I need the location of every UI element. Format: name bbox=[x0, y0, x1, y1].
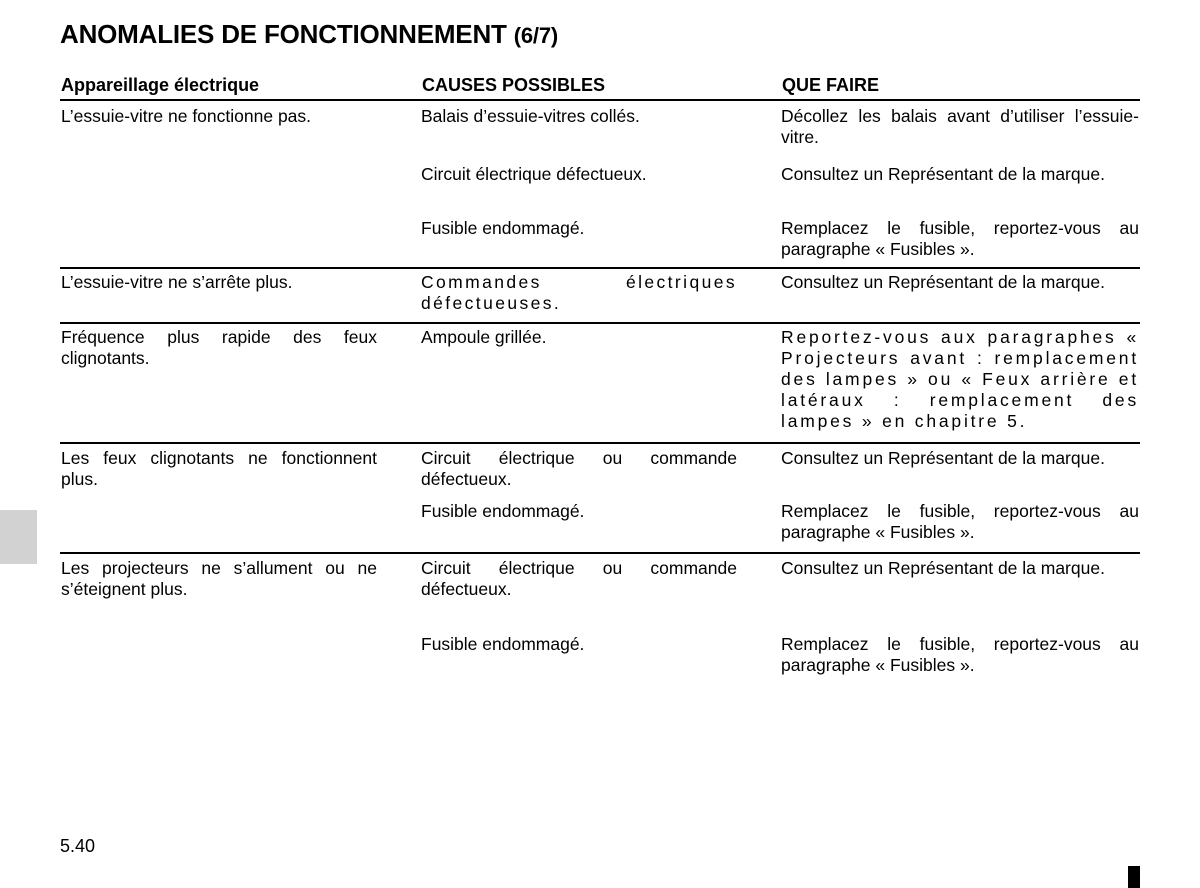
cause-fuse-damaged: Fusible endommagé. bbox=[421, 501, 585, 521]
cause-controls-defective: Commandes électriques défectueuses. bbox=[421, 272, 737, 313]
problem-wiper-not-working: L’essuie-vitre ne fonctionne pas. bbox=[61, 106, 312, 126]
action-consult-dealer: Consultez un Représentant de la marque. bbox=[781, 164, 1105, 184]
problem-headlights-on-off: Les projecteurs ne s’allument ou ne s’éteignent plus. bbox=[61, 558, 377, 599]
action-consult-dealer: Consultez un Représentant de la marque. bbox=[781, 448, 1105, 468]
title-part: (6/7) bbox=[513, 23, 558, 48]
problem-wiper-wont-stop: L’essuie-vitre ne s’arrête plus. bbox=[61, 272, 293, 292]
action-replace-fuse: Remplacez le fusible, reportez-vous au paragraphe « Fusibles ». bbox=[781, 218, 1139, 259]
action-replace-fuse: Remplacez le fusible, reportez-vous au paragraphe « Fusibles ». bbox=[781, 634, 1139, 675]
cause-fuse-damaged: Fusible endommagé. bbox=[421, 634, 585, 654]
row-divider bbox=[60, 322, 1140, 324]
cause-circuit-defective: Circuit électrique défectueux. bbox=[421, 164, 647, 184]
action-see-lamp-paragraphs: Reportez-vous aux paragraphes « Projecteurs avant : remplacement des lampes » ou « Feux arrière et latéraux : remplacement des lampes » en chapitre 5. bbox=[781, 327, 1139, 431]
problem-indicators-not-working: Les feux clignotants ne fonctionnent plus. bbox=[61, 448, 377, 489]
corner-marker bbox=[1128, 866, 1140, 888]
cause-fuse-damaged: Fusible endommagé. bbox=[421, 218, 585, 238]
row-divider bbox=[60, 552, 1140, 554]
chapter-side-tab bbox=[0, 510, 37, 564]
column-header-causes: CAUSES POSSIBLES bbox=[422, 75, 606, 95]
action-replace-fuse: Remplacez le fusible, reportez-vous au paragraphe « Fusibles ». bbox=[781, 501, 1139, 542]
page-number: 5.40 bbox=[60, 836, 96, 856]
cause-circuit-or-control-defective: Circuit électrique ou commande défectueux. bbox=[421, 448, 737, 489]
problem-fast-indicators: Fréquence plus rapide des feux clignotants. bbox=[61, 327, 377, 368]
row-divider bbox=[60, 442, 1140, 444]
column-header-actions: QUE FAIRE bbox=[782, 75, 880, 95]
cause-wiper-blades-stuck: Balais d’essuie-vitres collés. bbox=[421, 106, 640, 126]
action-consult-dealer: Consultez un Représentant de la marque. bbox=[781, 558, 1105, 578]
column-header-device: Appareillage électrique bbox=[61, 75, 260, 95]
header-divider bbox=[60, 99, 1140, 101]
row-divider bbox=[60, 267, 1140, 269]
title-main: ANOMALIES DE FONCTIONNEMENT bbox=[60, 19, 507, 49]
page-title bbox=[60, 19, 558, 50]
action-unstick-blades: Décollez les balais avant d’utiliser l’essuie-vitre. bbox=[781, 106, 1139, 147]
cause-bulb-blown: Ampoule grillée. bbox=[421, 327, 547, 347]
action-consult-dealer: Consultez un Représentant de la marque. bbox=[781, 272, 1105, 292]
cause-circuit-or-control-defective: Circuit électrique ou commande défectueux. bbox=[421, 558, 737, 599]
